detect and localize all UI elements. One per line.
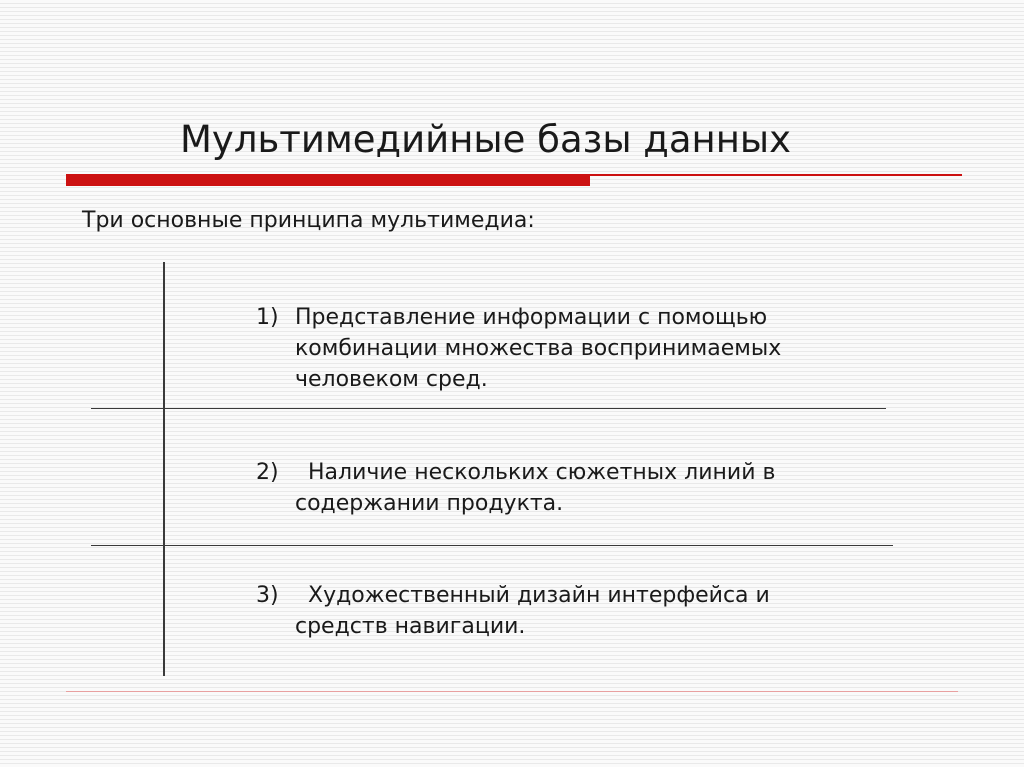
- principle-number: 3): [256, 583, 279, 608]
- slide-title: Мультимедийные базы данных: [180, 118, 792, 161]
- footer-divider: [66, 691, 958, 692]
- principle-number: 1): [256, 305, 279, 330]
- slide-subtitle: Три основные принципа мультимедиа:: [82, 208, 535, 233]
- principle-text-line: содержании продукта.: [295, 491, 564, 516]
- principle-text-line: Представление информации с помощью: [295, 305, 768, 330]
- table-vertical-divider: [163, 262, 165, 676]
- table-horizontal-divider: [91, 408, 886, 409]
- principle-item: [256, 302, 781, 395]
- title-underline-bar: [66, 174, 590, 186]
- principle-text-line: человеком сред.: [295, 367, 488, 392]
- principle-number: 2): [256, 460, 279, 485]
- principle-item: [256, 580, 770, 642]
- principle-text-line: средств навигации.: [295, 614, 526, 639]
- title-underline-thin: [590, 174, 962, 176]
- principle-text-line: Наличие нескольких сюжетных линий в: [308, 460, 776, 485]
- principle-item: [256, 457, 775, 519]
- principle-text-line: комбинации множества воспринимаемых: [295, 336, 782, 361]
- principle-text-line: Художественный дизайн интерфейса и: [308, 583, 770, 608]
- table-horizontal-divider: [91, 545, 893, 546]
